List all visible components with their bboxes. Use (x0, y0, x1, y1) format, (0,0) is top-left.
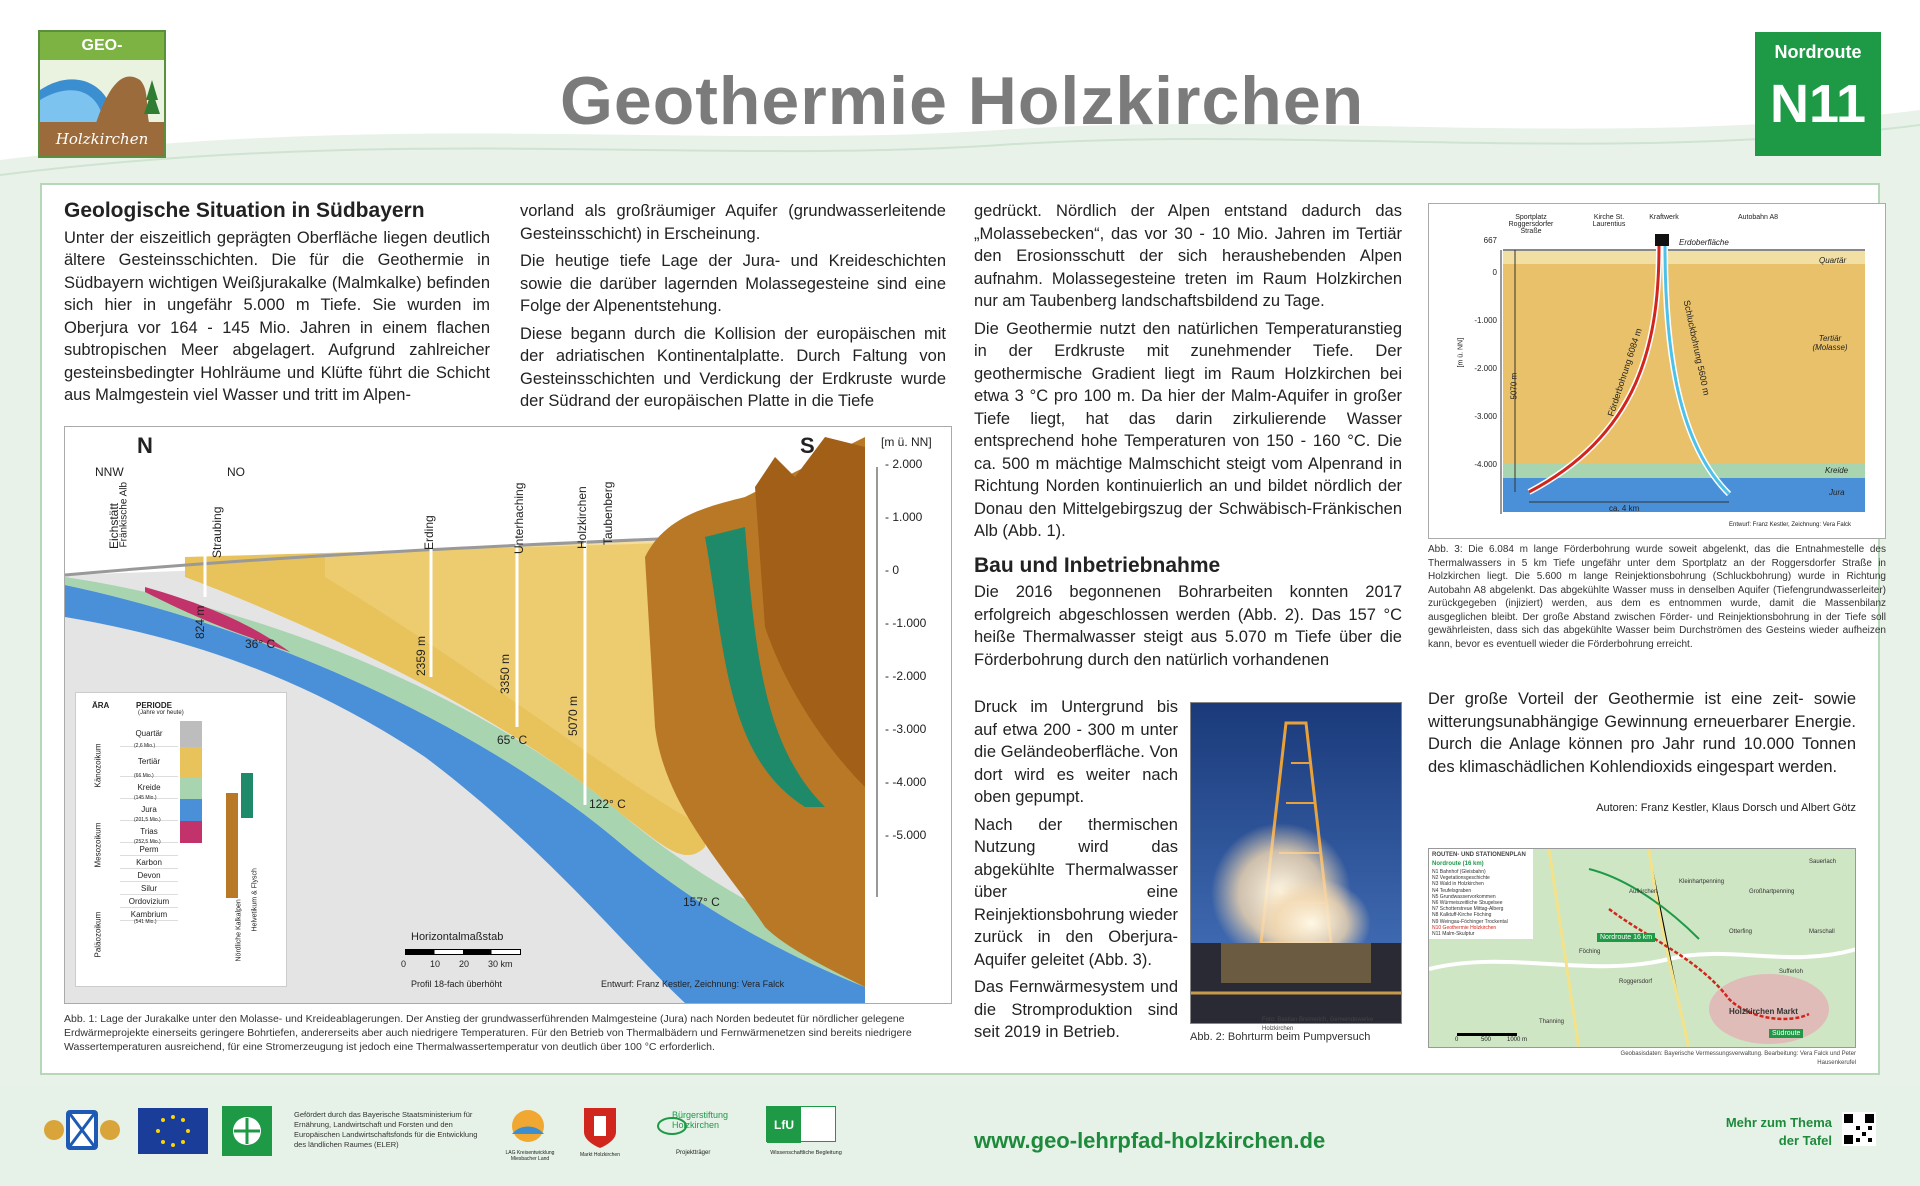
temp-157: 157° C (683, 895, 720, 909)
fig3-y-tick: -4.000 (1474, 460, 1497, 469)
legend-period: Quartär (120, 721, 178, 747)
fig1-y-tick: - 0 (885, 563, 900, 577)
figure-1-caption: Abb. 1: Lage der Jurakalke unter den Molasse- und Kreideablagerungen. Der Anstieg der grundwasserführenden Malmgesteine (Jura) nach Norden bedeutet für nördlicher gelegene Erdwärmeprojekte einerseits geringere Bohrtiefen, andererseits aber auch niedrigere Temperaturen. Für den Betrieb von Thermalbädern und Fernwärmenetzen sind bereits niedrigere Wassertemperaturen ausreichend, für eine Stromerzeugung ist jedoch eine Thermalwassertemperatur von deutlich über 100 °C erforderlich. (64, 1013, 912, 1053)
place-erding: Erding (422, 515, 436, 550)
legend-swatch (180, 799, 202, 821)
lag-logo-icon (506, 1108, 550, 1148)
scale-tick: 30 km (488, 959, 513, 969)
lag-text: LAG Kreisentwicklung Miesbacher Land (505, 1150, 555, 1162)
map-legend-title: ROUTEN- UND STATIONENPLAN (1432, 852, 1526, 858)
map-place: Aufkirchen (1629, 889, 1658, 895)
depth-2359: 2359 m (414, 635, 428, 676)
fig3-y-tick: 0 (1492, 268, 1497, 277)
lfu-sub-text: Wissenschaftliche Begleitung (770, 1150, 842, 1156)
map-legend-nordroute: Nordroute (16 km) (1432, 861, 1484, 867)
fig3-y-tick: -1.000 (1474, 316, 1497, 325)
fig3-layer-kreide: Kreide (1825, 466, 1849, 475)
logo-bottom-text: Holzkirchen (40, 122, 164, 156)
legend-period: Kambrium (120, 908, 178, 921)
footer-bar (0, 1086, 1920, 1186)
column-3 (974, 200, 1402, 676)
fig3-label-kirche: Kirche St. Laurentius (1592, 214, 1626, 228)
era-kaenozoikum: Känozoikum (93, 743, 103, 788)
fig3-y-tick: -2.000 (1474, 364, 1497, 373)
column-2 (520, 200, 946, 418)
map-place: Otterfing (1729, 929, 1753, 935)
bavaria-coat-of-arms-icon (42, 1106, 122, 1156)
fig1-y-tick: - -1.000 (885, 616, 927, 630)
fig1-credit: Entwurf: Franz Kestler, Zeichnung: Vera Falck (601, 979, 785, 989)
map-station: N8 Kalktuff-Kirche Föching (1432, 912, 1492, 919)
figure-3-caption: Abb. 3: Die 6.084 m lange Förderbohrung wurde soweit abgelenkt, das die Entnahmestelle des Thermalwassers in 5 km Tiefe ungefähr unter dem Sportplatz an der Roggersdorfer Straße in Holzkirchen liegt. Die 5.600 m lange Reinjektionsbohrung (Schluckbohrung) wurde in Richtung Autobahn A8 abgelenkt. Das abgekühlte Wasser muss in denselben Aquifer (Tiefengrundwasserleiter) zurückgegeben (injiziert) werden, aus dem es entnommen wurde, damit die Massenbilanz ausgeglichen bleibt. Der große Abstand zwischen Förder- und Reinjektionsbohrung in der Tiefe soll gewährleisten, dass sich das abgekühlte Wasser beim Durchströmen des Gesteins wieder aufheizen kann, bevor es eventuell wieder die Förderbohrung erreicht. (1428, 544, 1886, 650)
north-label: N (137, 433, 153, 458)
depth-5070: 5070 m (566, 695, 580, 736)
funding-text: Gefördert durch das Bayerische Staatsministerium für Ernährung, Landwirtschaft und Forsten und den Europäischen Landwirtschaftsfonds für die Entwicklung des ländlichen Raumes (ELER) (294, 1110, 478, 1149)
legend-age: (145 Mio.) (134, 795, 157, 801)
depth-824: 824 m (193, 605, 207, 639)
place-taubenberg: Taubenberg (601, 481, 615, 545)
legend-period: Jura (120, 799, 178, 821)
stratigraphy-legend (75, 692, 287, 987)
fig3-label-sportplatz: Sportplatz Roggersdorfer Straße (1508, 214, 1554, 235)
place-unterhaching: Unterhaching (512, 482, 526, 554)
map-station: N7 Schotterstreue Mittag-Alberg (1432, 906, 1504, 913)
map-place: Großhartpenning (1749, 889, 1795, 895)
map-place: Föching (1579, 949, 1601, 955)
fig1-y-tick: - -4.000 (885, 775, 927, 789)
col3-paragraph-4: Druck im Untergrund bis auf etwa 200 - 300 m unter die Geländeoberfläche. Von dort wird es weiter nach oben gepumpt. (974, 698, 1178, 806)
figure-2-credit: Foto: Bastian Bremerich, Gemeindewerke Holzkirchen (1262, 1017, 1374, 1032)
col4-paragraph-1: Der große Vorteil der Geothermie ist eine zeit- sowie witterungsunabhängige Gewinnung erneuerbarer Energie. Durch die Anlage können pro Jahr rund 10.000 Tonnen des klimaschädlichen Kohlendioxids eingespart werden. (1428, 690, 1856, 776)
fig1-unit: [m ü. NN] (881, 435, 932, 449)
legend-head-periode: PERIODE (136, 701, 173, 710)
fig1-y-tick: - 2.000 (885, 457, 923, 471)
map-scale-tick: 500 (1481, 1037, 1492, 1043)
legend-swatch (180, 908, 202, 921)
legend-age: (201,5 Mio.) (134, 817, 161, 823)
map-legend (1429, 849, 1533, 939)
legend-swatch (180, 721, 202, 747)
legend-period: Devon (120, 869, 178, 882)
column-1 (64, 200, 490, 412)
fig1-y-tick: - -5.000 (885, 828, 927, 842)
fig3-bore-schluck: Schluckbohrung 5600 m (1681, 299, 1712, 397)
route-map (1428, 848, 1856, 1048)
map-route-box-south: Südroute (1769, 1029, 1803, 1038)
legend-swatch (180, 821, 202, 843)
route-badge (1755, 32, 1881, 156)
more-info-text: Mehr zum Thema der Tafel (1725, 1115, 1832, 1148)
legend-swatch (180, 856, 202, 869)
map-place: Holzkirchen Markt (1729, 1007, 1798, 1016)
map-scale-tick: 0 (1455, 1037, 1459, 1043)
fig3-layer-jura: Jura (1829, 488, 1845, 497)
map-station: N6 Würmeiszeitliche Sbugelsee (1432, 900, 1503, 907)
qr-code-icon[interactable] (1842, 1112, 1876, 1146)
lfu-logo (766, 1106, 836, 1142)
map-stations (1432, 869, 1530, 937)
fig3-layer-tertiaer: Tertiär (Molasse) (1812, 334, 1848, 352)
map-station: N10 Geothermie Holzkirchen (1432, 924, 1497, 931)
scale-title: Horizontalmaßstab (411, 931, 504, 943)
map-place: Marschall (1809, 929, 1835, 935)
map-place: Kleinhartpenning (1679, 879, 1725, 885)
legend-head-aera: ÄRA (92, 701, 110, 710)
legend-age: (66 Mio.) (134, 773, 154, 779)
era-mesozoikum: Mesozoikum (93, 822, 103, 868)
geo-lehrpfad-logo (38, 30, 166, 158)
map-place: Sufferloh (1779, 969, 1803, 975)
legend-swatch (180, 777, 202, 799)
fig3-dist: ca. 4 km (1609, 504, 1640, 513)
page-title: Geothermie Holzkirchen (560, 63, 1365, 139)
map-station: N5 Grundwasservorkommen (1432, 893, 1496, 900)
temp-36: 36° C (245, 637, 276, 651)
drilling-rig-image (1191, 703, 1402, 1024)
col3-paragraph-1: gedrückt. Nördlich der Alpen entstand dadurch das „Molassebecken“, das vor 30 - 10 Mio. Jahren im Tertiär den Erosionsschutt der sich heraushebenden Alpen aufnahm. Molassegesteine treten im Raum Holzkirchen nur am Taubenberg landschaftsbildend zu Tage. (974, 202, 1402, 310)
fig3-layer-quartaer: Quartär (1819, 256, 1847, 265)
legend-period: Perm (120, 843, 178, 856)
map-station: N4 Teufelsgraben (1432, 887, 1472, 894)
south-label: S (800, 433, 815, 458)
fig3-credit: Entwurf: Franz Kestler, Zeichnung: Vera Falck (1729, 522, 1852, 528)
figure-2-drilling-rig-photo (1190, 702, 1402, 1024)
scale-tick: 10 (430, 959, 441, 969)
fig3-y-tick: 667 (1483, 236, 1497, 245)
legend-age: (2,6 Mio.) (134, 743, 156, 749)
fig1-y-tick: - -2.000 (885, 669, 927, 683)
profil-note: Profil 18-fach überhöht (411, 979, 503, 989)
figure-1-cross-section (64, 426, 952, 1004)
map-place: Sauerlach (1809, 859, 1837, 865)
fig3-depth: 5070 m (1509, 372, 1519, 400)
map-scale-bar (1457, 1033, 1517, 1036)
legend-age: (252,5 Mio.) (134, 839, 161, 845)
legend-period: Silur (120, 882, 178, 895)
col2-paragraph-2: Die heutige tiefe Lage der Jura- und Kreideschichten sowie die darüber lagernden Molassegesteine sind eine Folge der Alpenentstehung. (520, 252, 946, 315)
place-holzkirchen: Holzkirchen (575, 486, 589, 549)
borehole-diagram (1429, 204, 1887, 540)
column-3-narrow (974, 696, 1178, 1049)
legend-swatch (180, 869, 202, 882)
legend-swatch (180, 882, 202, 895)
legend-period: Tertiär (120, 747, 178, 777)
era-palaeozoikum: Paläozoikum (93, 911, 103, 958)
figure-3-borehole-section (1428, 203, 1886, 539)
map-station: N2 Vegetationsgeschichte (1432, 875, 1490, 882)
legend-period: Karbon (120, 856, 178, 869)
markt-holzkirchen-crest-icon (582, 1106, 618, 1150)
legend-period: Kreide (120, 777, 178, 799)
route-code: N11 (1769, 74, 1867, 134)
legend-period: Trias (120, 821, 178, 843)
figure-2-caption: Abb. 2: Bohrturm beim Pumpversuch (1190, 1031, 1371, 1043)
col3-paragraph-5: Nach der thermischen Nutzung wird das abgekühlte Thermalwasser über eine Reinjektionsbohrung wieder zurück in den Oberjura-Aquifer geleitet (Abb. 3). (974, 815, 1178, 969)
dir-nnw: NNW (95, 465, 124, 479)
col2-paragraph-1: vorland als großräumiger Aquifer (grundwasserleitende Gesteinsschicht) in Erscheinung. (520, 202, 946, 243)
column-4 (1428, 688, 1856, 783)
fig3-surface: Erdoberfläche (1679, 238, 1729, 247)
fig3-label-autobahn: Autobahn A8 (1737, 214, 1779, 221)
fig3-label-kraftwerk: Kraftwerk (1649, 214, 1679, 221)
map-station: N9 Weingau-Föchinger Trockental (1432, 918, 1508, 925)
col1-paragraph-1: Unter der eiszeitlich geprägten Oberfläche liegen deutlich ältere Gesteinsschichten. Die für die Geothermie in Südbayern wichtigen Weißjurakalke (Malmkalke) befinden sich hier in ungefähr 5.000 m Tiefe. Sie wurden im Oberjura vor 164 - 145 Mio. Jahren in einem flachen subtropischen Meer abgelagert. Aufgrund zahlreicher gesteinsbedingter Hohlräume und Klüfte führt die Schicht aus Malmgestein viel Wasser und tritt im Alpen- (64, 228, 490, 404)
legend-period: Ordovizium (120, 895, 178, 908)
legend-age: (541 Mio.) (134, 919, 157, 925)
side-label-helvetikum: Helvetikum & Flysch (251, 868, 259, 932)
legend-swatch (180, 895, 202, 908)
map-route-box-north: Nordroute 16 km (1597, 933, 1655, 942)
fig3-bore-foerder: Förderbohrung 6084 m (1605, 326, 1644, 418)
route-label: Nordroute (1774, 42, 1862, 62)
depth-3350: 3350 m (498, 653, 512, 694)
map-station: N11 Malm-Skulptur (1432, 931, 1475, 938)
scale-tick: 20 (459, 959, 470, 969)
legend-swatch (180, 843, 202, 856)
authors: Autoren: Franz Kestler, Klaus Dorsch und Albert Götz (1596, 802, 1856, 814)
website-link[interactable]: www.geo-lehrpfad-holzkirchen.de (974, 1128, 1326, 1153)
fig1-y-tick: - 1.000 (885, 510, 923, 524)
legend-bar-helvetikum (241, 773, 253, 818)
markt-text: Markt Holzkirchen (579, 1152, 620, 1158)
eu-flag-icon (138, 1108, 208, 1154)
logo-landscape-icon (40, 60, 166, 126)
map-place: Thanning (1539, 1019, 1565, 1025)
col3-paragraph-3: Die 2016 begonnenen Bohrarbeiten konnten 2017 erfolgreich abgeschlossen werden (Abb. 2). Das 157 °C heiße Thermalwasser steigt aus 5.070 m Tiefe über die Förderbohrung durch den natürlich vorhandenen (974, 583, 1402, 669)
map-place: Roggersdorf (1619, 979, 1653, 985)
fig1-y-tick: - -3.000 (885, 722, 927, 736)
scale-tick: 0 (401, 959, 407, 969)
map-credit: Geobasisdaten: Bayerische Vermessungsverwaltung. Bearbeitung: Vera Falck und Peter Hausenkerufel (1620, 1051, 1856, 1066)
projekttraeger-text: Projektträger (676, 1150, 711, 1156)
logo-top-text: GEO- (40, 32, 164, 60)
temp-122: 122° C (589, 797, 626, 811)
heading-bau: Bau und Inbetriebnahme (974, 553, 1221, 577)
scale-bar (405, 949, 521, 955)
dir-no: NO (227, 465, 245, 479)
buergerstiftung-text: Bürgerstiftung Holzkirchen (672, 1110, 729, 1130)
heading-geologische-situation: Geologische Situation in Südbayern (64, 199, 425, 222)
side-label-kalkalpen: Nördliche Kalkalpen (235, 899, 243, 962)
place-fraenkische-alb: Fränkische Alb (118, 481, 130, 548)
legend-head-years: (Jahre vor heute) (138, 710, 184, 716)
legend-swatch (180, 747, 202, 777)
lfu-label: LfU (767, 1107, 801, 1143)
map-station: N1 Bahnhof (Gleisbahn) (1432, 869, 1486, 875)
col3-paragraph-2: Die Geothermie nutzt den natürlichen Temperaturanstieg in der Erdkruste mit zunehmender Tiefe. Der geothermische Gradient liegt im Raum Holzkirchen bei etwa 3 °C pro 100 m. Da hier der Malm-Aquifer in großer Tiefe liegt, hat das darin zirkulierende Wasser entsprechend hohe Temperaturen von 150 - 160 °C. Die ca. 500 m mächtige Malmschicht steigt vom Alpenrand in Richtung Norden kontinuierlich an und bildet nördlich der Donau den Mittelgebirgszug der Schwäbisch-Fränkischen Alb (Abb. 1). (974, 319, 1402, 540)
fig3-yunit: [m ü. NN] (1457, 337, 1465, 368)
fig3-y-tick: -3.000 (1474, 412, 1497, 421)
col2-paragraph-3: Diese begann durch die Kollision der europäischen mit der adriatischen Kontinentalplatte. Durch Faltung von Gesteinsschichten und Verdickung der Erdkruste wurde der Südrand der europäischen Platte in die Tiefe (520, 324, 946, 410)
col3-paragraph-6: Das Fernwärmesystem und die Stromproduktion sind seit 2019 in Betrieb. (974, 978, 1178, 1041)
place-straubing: Straubing (210, 506, 224, 558)
leader-logo-icon (222, 1106, 272, 1156)
map-scale-tick: 1000 m (1507, 1037, 1528, 1043)
place-eichstaett: Eichstätt (107, 502, 121, 549)
map-station: N3 Wald in Holzkirchen (1432, 881, 1484, 888)
temp-65: 65° C (497, 733, 528, 747)
